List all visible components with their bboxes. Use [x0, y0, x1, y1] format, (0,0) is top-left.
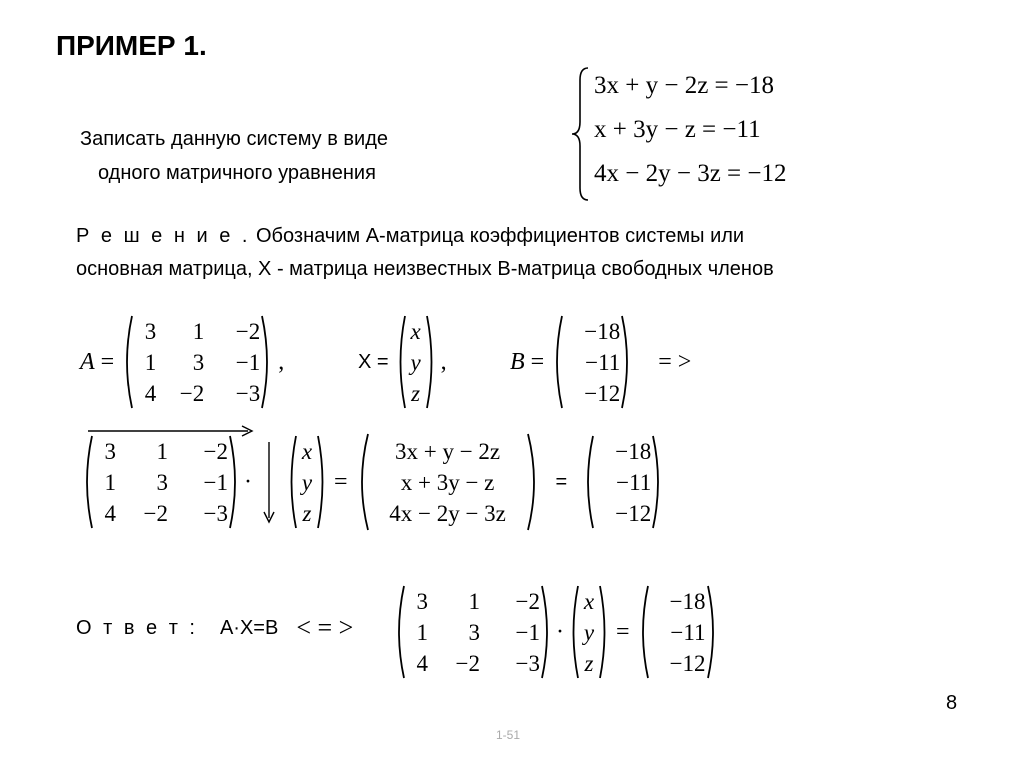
matrix-A-product	[80, 434, 242, 530]
definition-B: B = −18 −11 −12 = >	[510, 312, 691, 412]
solution-line-1: Обозначим А-матрица коэффициентов системы или	[256, 225, 745, 247]
left-paren-icon	[395, 314, 407, 410]
matrix-cell: z	[302, 500, 312, 526]
matrix-cell: 1	[104, 469, 116, 495]
answer-label-row	[76, 608, 353, 648]
multiply-dot: ·	[244, 468, 252, 495]
page-title: ПРИМЕР 1.	[56, 30, 207, 61]
matrix-cell: 1	[192, 318, 205, 344]
matrix-cell: 3	[156, 469, 168, 495]
equals-sign-2: =	[555, 470, 568, 493]
column-arrow-icon	[262, 440, 276, 524]
definition-A: A = 3 1 −2 1 3 −1 4 −2 −3 ,	[80, 312, 284, 412]
equivalence-sign: < = >	[296, 613, 354, 642]
matrix-cell: y	[410, 349, 421, 375]
matrix-cell: −11	[616, 469, 652, 495]
matrix-cell: −1	[235, 349, 261, 375]
implies-sign: = >	[658, 348, 692, 375]
left-paren-icon	[636, 584, 650, 680]
equals-sign-1: =	[334, 468, 348, 495]
solution-text	[76, 220, 976, 286]
comma-1: ,	[278, 348, 285, 375]
matrix-cell: −18	[584, 318, 621, 344]
matrix-cell: 3x + y − 2z	[394, 438, 501, 464]
right-paren-icon	[526, 432, 542, 532]
left-paren-icon	[568, 584, 580, 680]
solution-line-2: основная матрица, Х - матрица неизвестных В-матрица свободных членов	[76, 258, 774, 280]
matrix-A	[120, 314, 274, 410]
matrix-cell: 3	[104, 438, 116, 464]
right-paren-icon	[425, 314, 437, 410]
matrix-X-product	[286, 434, 328, 530]
matrix-B-product	[581, 434, 665, 530]
matrix-cell: x + 3y − z	[400, 469, 495, 495]
matrix-cell: −3	[515, 650, 540, 676]
matrix-cell: −3	[203, 500, 228, 526]
left-paren-icon	[80, 434, 94, 530]
matrix-cell: −2	[235, 318, 261, 344]
right-paren-icon	[620, 314, 634, 410]
matrix-cell: −12	[615, 500, 652, 526]
right-paren-icon	[651, 434, 665, 530]
right-paren-icon	[598, 584, 610, 680]
matrix-cell: 4x − 2y − 3z	[389, 500, 506, 526]
X-label: X =	[358, 350, 389, 373]
system-equation-2: x + 3y − z = −11	[594, 116, 761, 143]
matrix-cell: 1	[144, 349, 157, 375]
matrix-cell: x	[301, 438, 313, 464]
right-paren-icon	[706, 584, 720, 680]
matrix-cell: −2	[455, 650, 480, 676]
matrix-A-answer	[392, 584, 554, 680]
matrix-X	[395, 314, 437, 410]
matrix-cell: z	[411, 380, 421, 406]
matrix-cell: 3	[144, 318, 157, 344]
left-paren-icon	[120, 314, 134, 410]
matrix-cell: −2	[203, 438, 228, 464]
task-text	[80, 122, 500, 190]
definition-X	[358, 312, 447, 412]
matrix-cell: −18	[615, 438, 652, 464]
matrix-cell: −1	[203, 469, 228, 495]
answer-equation	[392, 582, 720, 682]
system-equation-3: 4x − 2y − 3z = −12	[594, 160, 787, 187]
task-line-1: Записать данную систему в виде	[80, 128, 388, 150]
matrix-cell: 4	[144, 380, 157, 406]
matrix-cell: −11	[585, 349, 621, 375]
matrix-cell: 4	[416, 650, 428, 676]
equals-sign-3: =	[616, 618, 630, 645]
matrix-B	[550, 314, 634, 410]
product-row	[80, 432, 665, 532]
system-equation-1: 3x + y − 2z = −18	[594, 72, 774, 99]
right-paren-icon	[228, 434, 242, 530]
left-paren-icon	[286, 434, 298, 530]
matrix-cell: 4	[104, 500, 116, 526]
matrix-cell: −11	[670, 619, 706, 645]
matrix-cell: x	[410, 318, 421, 344]
right-paren-icon	[316, 434, 328, 530]
page-number: 8	[946, 692, 958, 714]
multiply-dot: ·	[556, 618, 564, 645]
matrix-cell: −2	[179, 380, 205, 406]
matrix-cell: 3	[192, 349, 205, 375]
equation-system	[568, 64, 808, 214]
matrix-cell: x	[583, 588, 595, 614]
left-paren-icon	[392, 584, 406, 680]
comma-2: ,	[440, 348, 447, 375]
matrix-X-answer	[568, 584, 610, 680]
A-symbol: A	[80, 348, 95, 375]
right-paren-icon	[540, 584, 554, 680]
matrix-cell: 1	[156, 438, 168, 464]
matrix-cell: −1	[515, 619, 540, 645]
answer-formula: А·Х=В	[219, 616, 279, 639]
matrix-cell: −2	[515, 588, 540, 614]
B-symbol: B	[510, 348, 525, 375]
matrix-cell: −3	[235, 380, 261, 406]
left-brace-icon	[568, 64, 594, 204]
left-paren-icon	[550, 314, 564, 410]
footer-slide-range: 1-51	[496, 728, 521, 742]
matrix-cell: 3	[416, 588, 428, 614]
matrix-B-answer	[636, 584, 720, 680]
left-paren-icon	[354, 432, 370, 532]
left-paren-icon	[581, 434, 595, 530]
matrix-cell: y	[583, 619, 595, 645]
matrix-cell: −12	[584, 380, 621, 406]
matrix-cell: y	[301, 469, 313, 495]
matrix-combined	[354, 432, 542, 532]
matrix-cell: 3	[468, 619, 480, 645]
matrix-cell: z	[584, 650, 594, 676]
matrix-cell: −12	[669, 650, 706, 676]
solution-label: Р е ш е н и е .	[76, 225, 251, 247]
task-line-2: одного матричного уравнения	[98, 162, 376, 184]
right-paren-icon	[260, 314, 274, 410]
answer-label: О т в е т :	[76, 616, 198, 639]
matrix-cell: 1	[468, 588, 480, 614]
matrix-cell: 1	[416, 619, 428, 645]
matrix-cell: −2	[143, 500, 168, 526]
matrix-cell: −18	[669, 588, 706, 614]
